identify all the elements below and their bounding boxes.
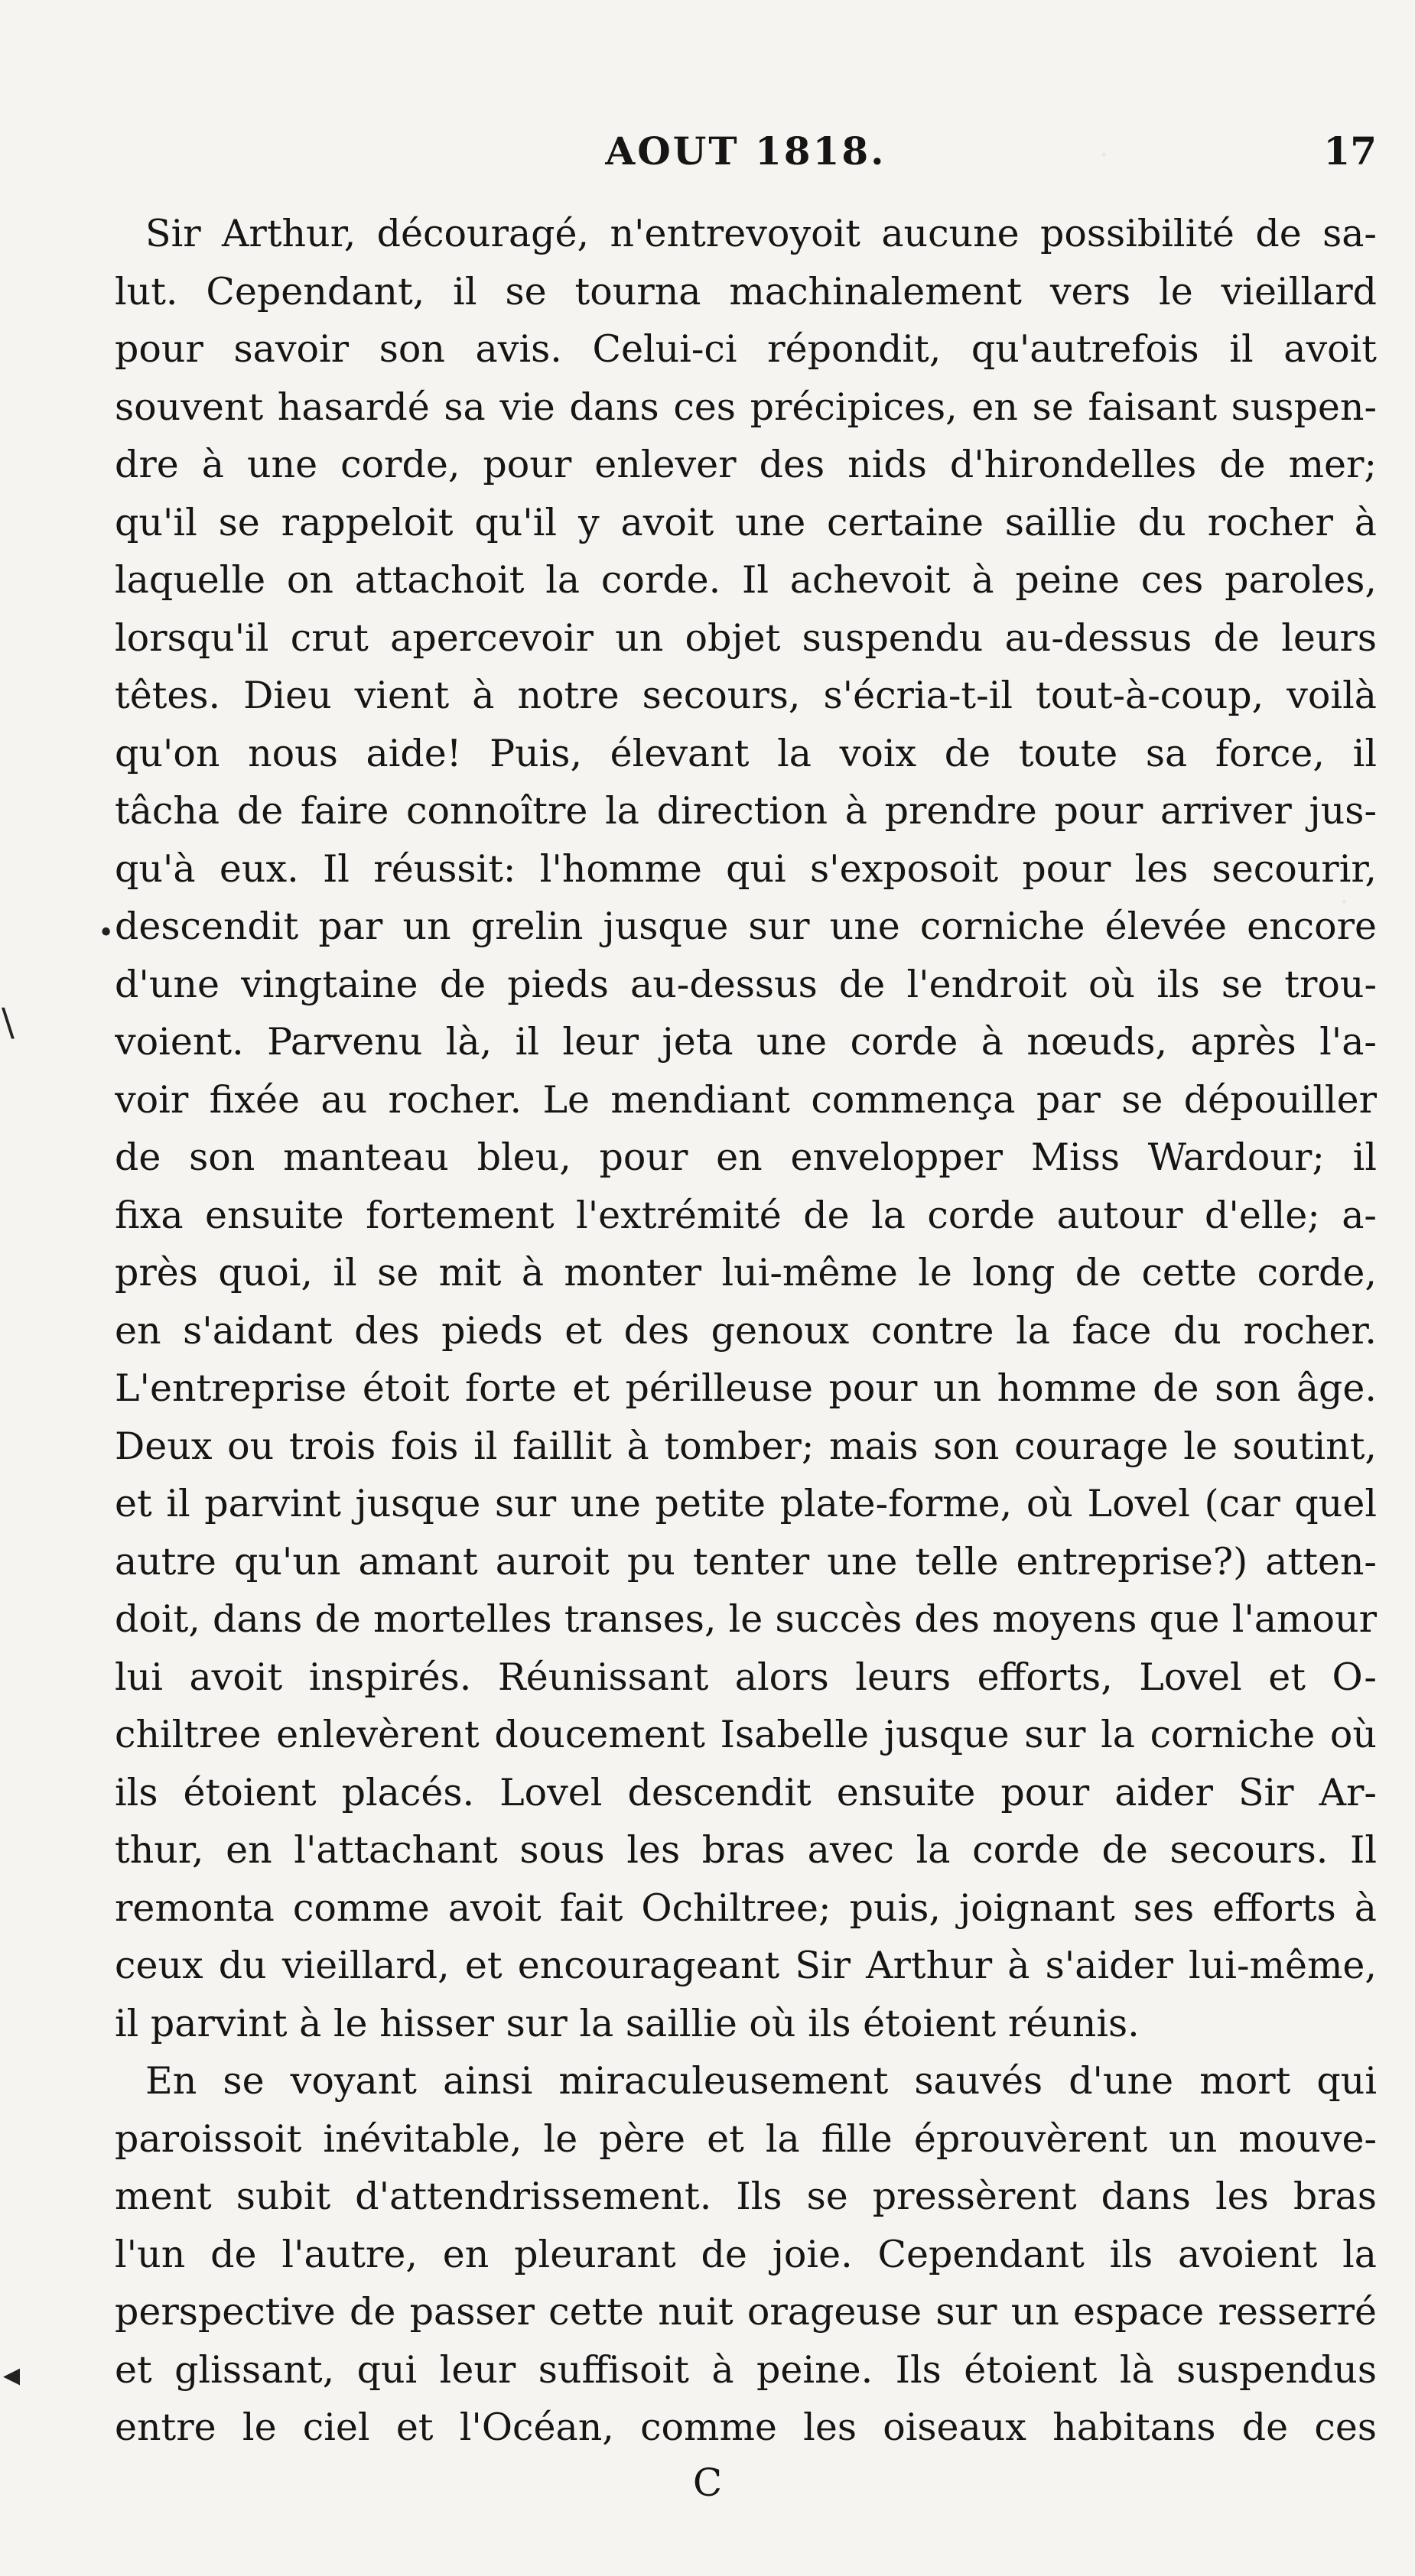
text-line: ment subit d'attendrissement. Ils se pressèrent dans les bras — [115, 2175, 1377, 2218]
text-line: tâcha de faire connoître la direction à prendre pour arriver jus- — [115, 789, 1377, 833]
margin-mark: ◂ — [3, 2355, 21, 2394]
text-line: Sir Arthur, découragé, n'entrevoyoit aucune possibilité de sa- — [145, 212, 1377, 255]
text-line: et glissant, qui leur suffisoit à peine. Ils étoient là suspendus — [115, 2347, 1377, 2392]
running-title: AOUT 1818. — [605, 128, 886, 174]
text-line: ils étoient placés. Lovel descendit ensuite pour aider Sir Ar- — [115, 1770, 1377, 1814]
text-line: pour savoir son avis. Celui-ci répondit, qu'autrefois il avoit — [115, 327, 1377, 371]
text-line: L'entreprise étoit forte et périlleuse pour un homme de son âge. — [115, 1366, 1377, 1410]
text-line: têtes. Dieu vient à notre secours, s'écria-t-il tout-à-coup, voilà — [115, 674, 1377, 717]
text-line: en s'aidant des pieds et des genoux contre la face du rocher. — [115, 1308, 1377, 1353]
text-line: qu'à eux. Il réussit: l'homme qui s'exposoit pour les secourir, — [115, 846, 1377, 891]
text-line: qu'on nous aide! Puis, élevant la voix de toute sa force, il — [115, 731, 1377, 775]
page-number: 17 — [1323, 128, 1377, 174]
text-line: autre qu'un amant auroit pu tenter une telle entreprise?) atten- — [115, 1539, 1377, 1584]
text-line: entre le ciel et l'Océan, comme les oiseaux habitans de ces — [115, 2405, 1377, 2449]
text-line: descendit par un grelin jusque sur une corniche élevée encore — [115, 905, 1377, 948]
text-line: chiltree enlevèrent doucement Isabelle jusque sur la corniche où — [115, 1713, 1377, 1756]
text-line: thur, en l'attachant sous les bras avec la corde de secours. Il — [115, 1828, 1377, 1872]
text-line: près quoi, il se mit à monter lui-même le long de cette corde, — [115, 1251, 1377, 1294]
text-line: et il parvint jusque sur une petite plate-forme, où Lovel (car quel — [115, 1482, 1377, 1525]
text-line: lorsqu'il crut apercevoir un objet suspendu au-dessus de leurs — [115, 616, 1377, 660]
text-line: il parvint à le hisser sur la saillie où ils étoient réunis. — [115, 2001, 1140, 2045]
text-line: remonta comme avoit fait Ochiltree; puis, joignant ses efforts à — [115, 1886, 1377, 1930]
text-line: voient. Parvenu là, il leur jeta une corde à nœuds, après l'a- — [115, 1020, 1377, 1064]
text-line: dre à une corde, pour enlever des nids d'hirondelles de mer; — [115, 443, 1377, 486]
margin-mark: \ — [2, 1000, 15, 1044]
text-line: fixa ensuite fortement l'extrémité de la corde autour d'elle; a- — [115, 1193, 1377, 1237]
text-line: d'une vingtaine de pieds au-dessus de l'endroit où ils se trou- — [115, 962, 1377, 1006]
page-header — [115, 128, 1377, 182]
text-line: paroissoit inévitable, le père et la fille éprouvèrent un mouve- — [115, 2116, 1377, 2161]
margin-dot: • — [98, 918, 115, 949]
signature-mark: C — [692, 2461, 723, 2505]
text-line: Deux ou trois fois il faillit à tomber; mais son courage le soutint, — [115, 1424, 1377, 1468]
text-line: laquelle on attachoit la corde. Il achevoit à peine ces paroles, — [115, 558, 1377, 602]
text-line: de son manteau bleu, pour en envelopper Miss Wardour; il — [115, 1135, 1377, 1179]
text-line: l'un de l'autre, en pleurant de joie. Cependant ils avoient la — [115, 2232, 1377, 2276]
text-line: voir fixée au rocher. Le mendiant commença par se dépouiller — [115, 1077, 1377, 1122]
body-text — [115, 205, 1377, 2457]
text-line: qu'il se rappeloit qu'il y avoit une certaine saillie du rocher à — [115, 500, 1377, 544]
text-line: perspective de passer cette nuit orageuse sur un espace resserré — [115, 2290, 1377, 2334]
text-line: En se voyant ainsi miraculeusement sauvés d'une mort qui — [145, 2059, 1377, 2103]
text-line: souvent hasardé sa vie dans ces précipices, en se faisant suspen- — [115, 385, 1377, 429]
text-line: doit, dans de mortelles transes, le succès des moyens que l'amour — [115, 1597, 1377, 1641]
text-line: lui avoit inspirés. Réunissant alors leurs efforts, Lovel et O- — [115, 1655, 1377, 1699]
text-line: ceux du vieillard, et encourageant Sir Arthur à s'aider lui-même, — [115, 1944, 1377, 1987]
text-line: lut. Cependant, il se tourna machinalement vers le vieillard — [115, 269, 1377, 313]
